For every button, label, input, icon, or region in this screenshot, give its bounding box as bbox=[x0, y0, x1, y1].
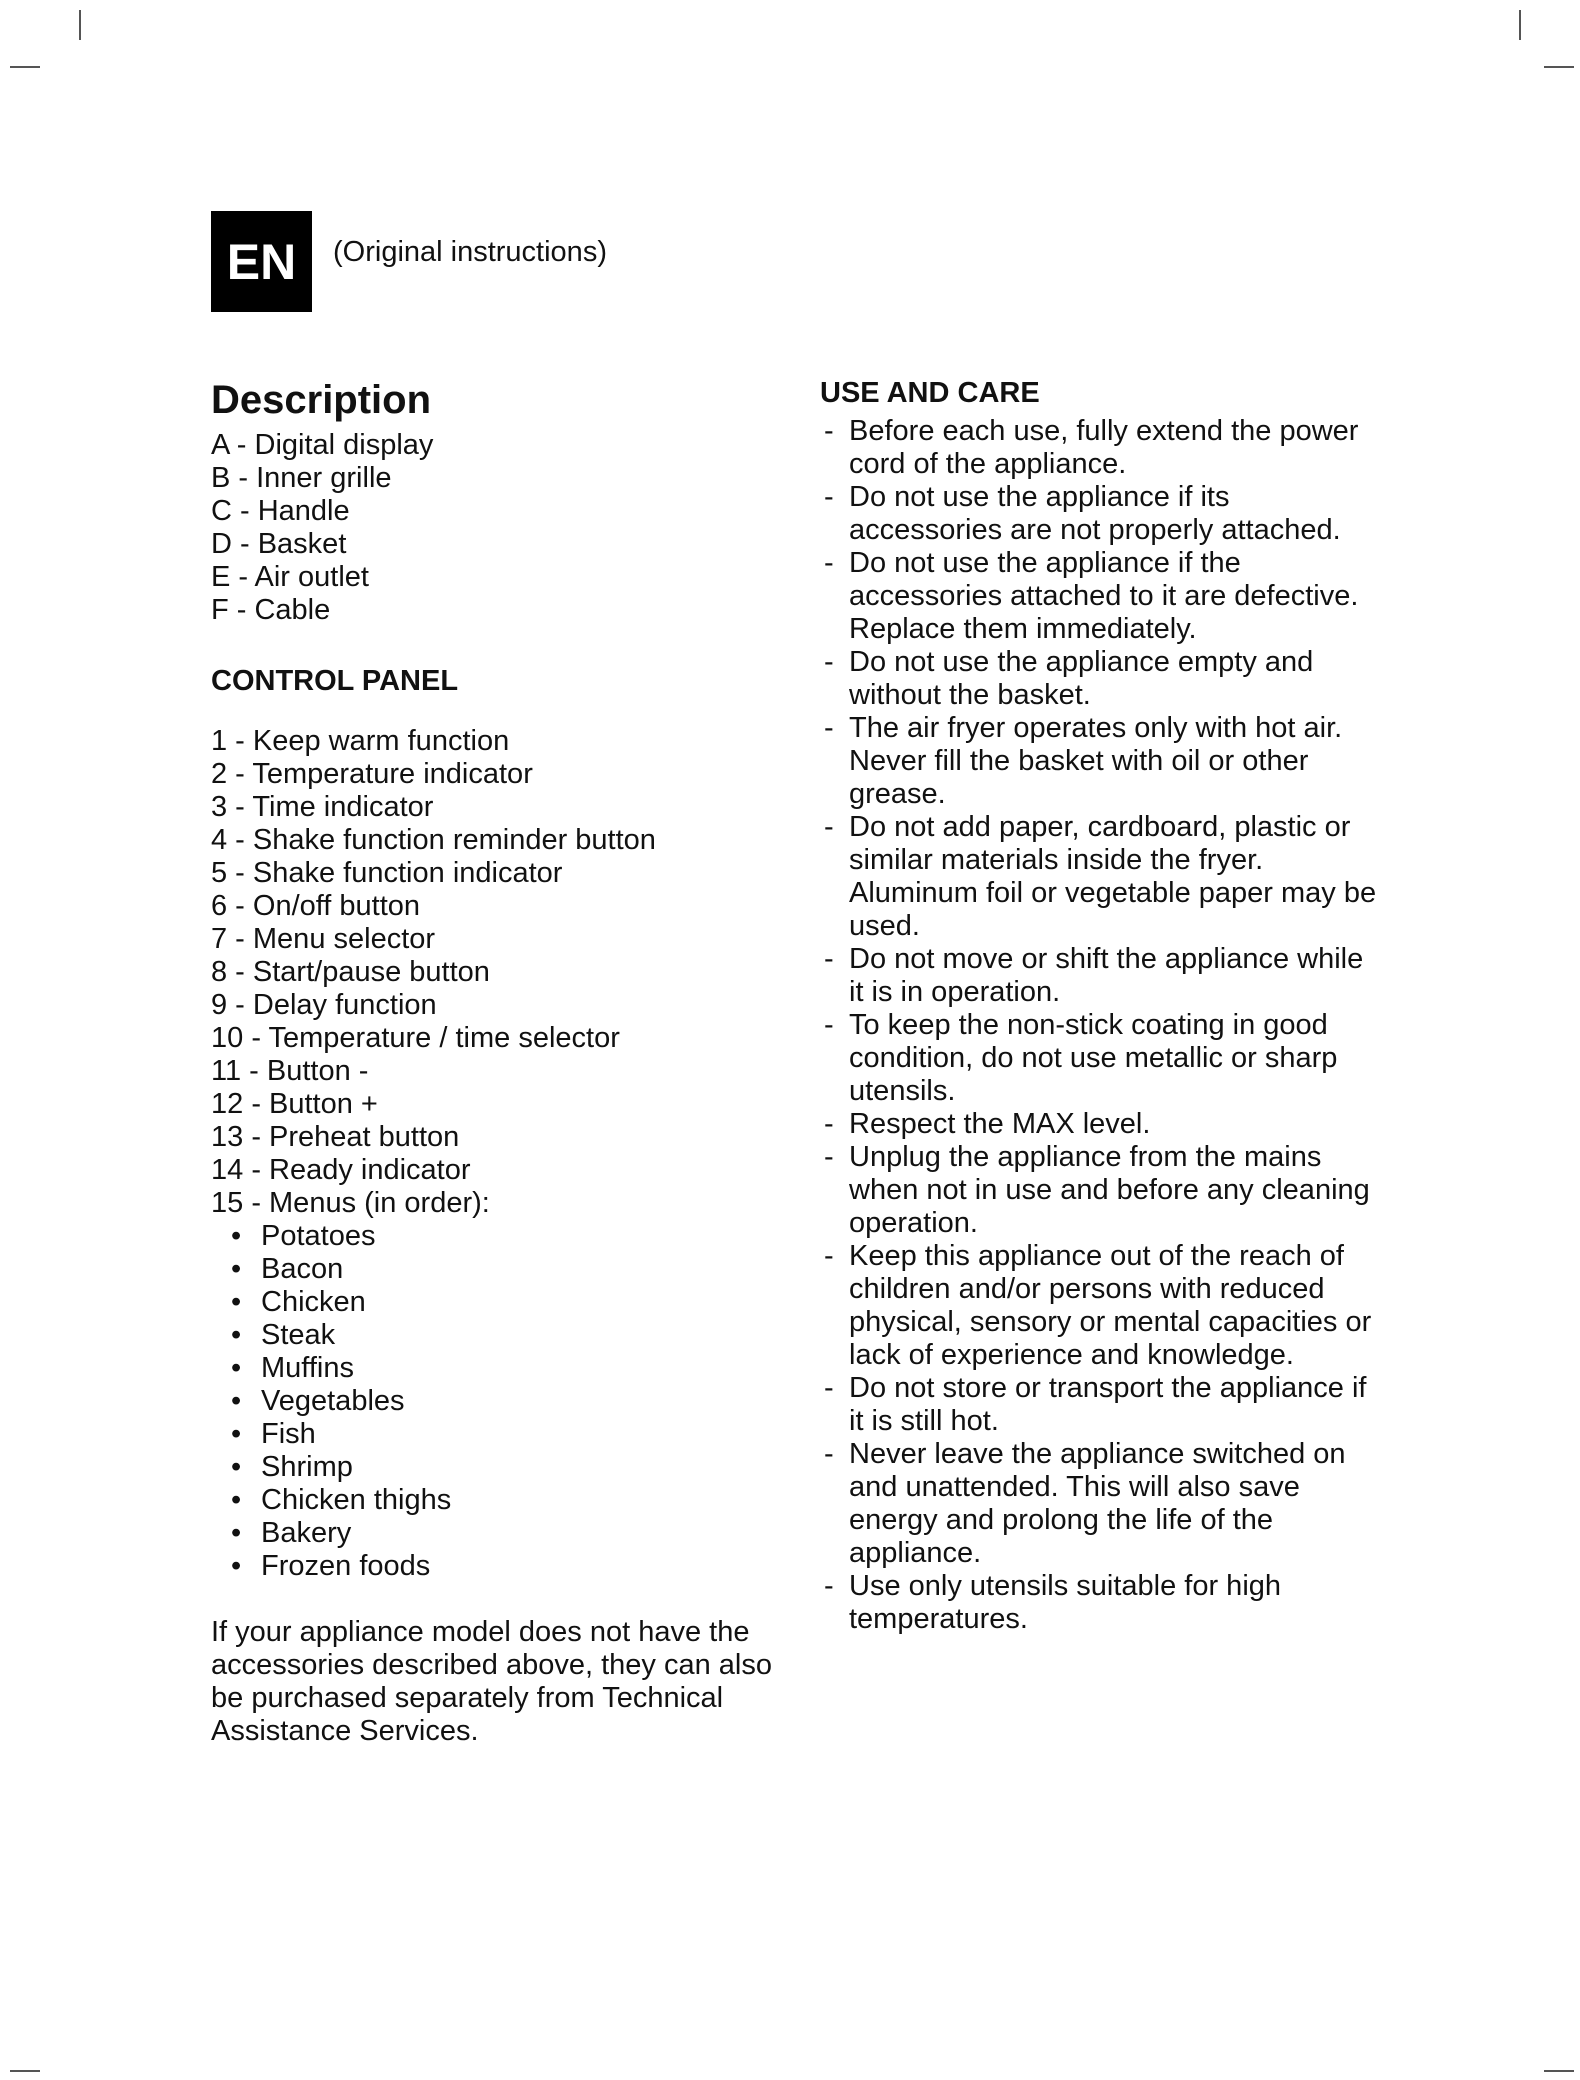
part-item: D - Basket bbox=[211, 528, 347, 560]
care-item-text: To keep the non-stick coating in good condition, do not use metallic or sharp utensils. bbox=[849, 1009, 1338, 1107]
bullet-icon: • bbox=[231, 1352, 242, 1384]
part-item: F - Cable bbox=[211, 594, 331, 626]
care-item-text: Keep this appliance out of the reach of children and/or persons with reduced physical, sensory or mental capacities or lack of experience and knowledge. bbox=[849, 1240, 1372, 1371]
parts-list bbox=[211, 429, 781, 627]
crop-mark-bottom-right-h bbox=[1544, 2070, 1574, 2072]
care-item-text: Do not store or transport the appliance if it is still hot. bbox=[849, 1372, 1367, 1437]
care-item bbox=[820, 1570, 1380, 1636]
language-badge: EN bbox=[211, 211, 312, 312]
menu-item bbox=[229, 1352, 781, 1385]
dash-icon: - bbox=[824, 1108, 834, 1140]
care-item bbox=[820, 1009, 1380, 1108]
dash-icon: - bbox=[824, 415, 834, 447]
menu-item bbox=[229, 1286, 781, 1319]
crop-mark-top-left-h bbox=[10, 66, 40, 68]
control-item: 6 - On/off button bbox=[211, 890, 421, 922]
control-item: 11 - Button - bbox=[211, 1055, 369, 1087]
menu-item bbox=[229, 1550, 781, 1583]
care-item bbox=[820, 1240, 1380, 1372]
dash-icon: - bbox=[824, 712, 834, 744]
dash-icon: - bbox=[824, 1438, 834, 1470]
care-item bbox=[820, 1372, 1380, 1438]
care-item bbox=[820, 646, 1380, 712]
document-subtitle: (Original instructions) bbox=[333, 236, 607, 268]
care-item-text: The air fryer operates only with hot air. Never fill the basket with oil or other grease. bbox=[849, 712, 1343, 810]
menus-list bbox=[211, 1220, 781, 1583]
menu-item-label: Vegetables bbox=[261, 1385, 405, 1417]
menu-item bbox=[229, 1319, 781, 1352]
control-item: 5 - Shake function indicator bbox=[211, 857, 563, 889]
bullet-icon: • bbox=[231, 1517, 242, 1549]
use-and-care-list bbox=[820, 415, 1380, 1636]
part-item: A - Digital display bbox=[211, 429, 434, 461]
care-item-text: Respect the MAX level. bbox=[849, 1108, 1151, 1140]
menu-item-label: Chicken thighs bbox=[261, 1484, 452, 1516]
control-item: 4 - Shake function reminder button bbox=[211, 824, 656, 856]
menu-item bbox=[229, 1385, 781, 1418]
left-column bbox=[211, 375, 781, 1748]
control-item: 3 - Time indicator bbox=[211, 791, 434, 823]
menu-item-label: Shrimp bbox=[261, 1451, 353, 1483]
care-item bbox=[820, 415, 1380, 481]
dash-icon: - bbox=[824, 1009, 834, 1041]
care-item-text: Use only utensils suitable for high temperatures. bbox=[849, 1570, 1282, 1635]
dash-icon: - bbox=[824, 547, 834, 579]
bullet-icon: • bbox=[231, 1418, 242, 1450]
bullet-icon: • bbox=[231, 1550, 242, 1582]
care-item bbox=[820, 1141, 1380, 1240]
control-panel-title: CONTROL PANEL bbox=[211, 665, 459, 697]
menu-item-label: Bakery bbox=[261, 1517, 352, 1549]
description-title: Description bbox=[211, 378, 432, 422]
control-item: 8 - Start/pause button bbox=[211, 956, 490, 988]
care-item-text: Do not move or shift the appliance while it is in operation. bbox=[849, 943, 1364, 1008]
care-item bbox=[820, 811, 1380, 943]
menu-item-label: Bacon bbox=[261, 1253, 344, 1285]
control-item: 15 - Menus (in order): bbox=[211, 1187, 490, 1219]
bullet-icon: • bbox=[231, 1220, 242, 1252]
bullet-icon: • bbox=[231, 1253, 242, 1285]
dash-icon: - bbox=[824, 1570, 834, 1602]
part-item: B - Inner grille bbox=[211, 462, 392, 494]
dash-icon: - bbox=[824, 646, 834, 678]
crop-mark-top-right-v bbox=[1519, 10, 1521, 40]
menu-item bbox=[229, 1517, 781, 1550]
care-item-text: Do not add paper, cardboard, plastic or similar materials inside the fryer. Aluminum foil or vegetable paper may be used. bbox=[849, 811, 1377, 942]
part-item: C - Handle bbox=[211, 495, 350, 527]
menu-item-label: Potatoes bbox=[261, 1220, 376, 1252]
menu-item-label: Fish bbox=[261, 1418, 316, 1450]
accessories-note: If your appliance model does not have the accessories described above, they can also be purchased separately from Technical Assistance Services. bbox=[211, 1616, 772, 1747]
menu-item-label: Chicken bbox=[261, 1286, 366, 1318]
control-item: 1 - Keep warm function bbox=[211, 725, 510, 757]
care-item-text: Never leave the appliance switched on and unattended. This will also save energy and prolong the life of the appliance. bbox=[849, 1438, 1346, 1569]
care-item bbox=[820, 1108, 1380, 1141]
dash-icon: - bbox=[824, 1240, 834, 1272]
bullet-icon: • bbox=[231, 1286, 242, 1318]
dash-icon: - bbox=[824, 481, 834, 513]
control-item: 13 - Preheat button bbox=[211, 1121, 460, 1153]
menu-item bbox=[229, 1418, 781, 1451]
crop-mark-bottom-left-h bbox=[10, 2070, 40, 2072]
control-item: 10 - Temperature / time selector bbox=[211, 1022, 620, 1054]
control-item: 14 - Ready indicator bbox=[211, 1154, 471, 1186]
care-item-text: Do not use the appliance if its accessories are not properly attached. bbox=[849, 481, 1341, 546]
control-item: 2 - Temperature indicator bbox=[211, 758, 533, 790]
care-item-text: Do not use the appliance if the accessories attached to it are defective. Replace them immediately. bbox=[849, 547, 1359, 645]
care-item bbox=[820, 547, 1380, 646]
bullet-icon: • bbox=[231, 1385, 242, 1417]
menu-item-label: Muffins bbox=[261, 1352, 354, 1384]
bullet-icon: • bbox=[231, 1484, 242, 1516]
menu-item bbox=[229, 1451, 781, 1484]
bullet-icon: • bbox=[231, 1451, 242, 1483]
use-and-care-title: USE AND CARE bbox=[820, 377, 1040, 409]
menu-item-label: Steak bbox=[261, 1319, 336, 1351]
crop-mark-top-right-h bbox=[1544, 66, 1574, 68]
care-item bbox=[820, 943, 1380, 1009]
right-column bbox=[820, 375, 1380, 1636]
care-item bbox=[820, 712, 1380, 811]
care-item-text: Do not use the appliance empty and without the basket. bbox=[849, 646, 1314, 711]
crop-mark-top-left-v bbox=[79, 10, 81, 40]
care-item bbox=[820, 481, 1380, 547]
dash-icon: - bbox=[824, 943, 834, 975]
part-item: E - Air outlet bbox=[211, 561, 369, 593]
control-panel-list bbox=[211, 725, 781, 1220]
control-item: 12 - Button + bbox=[211, 1088, 378, 1120]
dash-icon: - bbox=[824, 1372, 834, 1404]
care-item bbox=[820, 1438, 1380, 1570]
bullet-icon: • bbox=[231, 1319, 242, 1351]
dash-icon: - bbox=[824, 1141, 834, 1173]
control-item: 9 - Delay function bbox=[211, 989, 437, 1021]
care-item-text: Unplug the appliance from the mains when not in use and before any cleaning operation. bbox=[849, 1141, 1370, 1239]
control-item: 7 - Menu selector bbox=[211, 923, 436, 955]
care-item-text: Before each use, fully extend the power cord of the appliance. bbox=[849, 415, 1359, 480]
menu-item bbox=[229, 1253, 781, 1286]
dash-icon: - bbox=[824, 811, 834, 843]
menu-item bbox=[229, 1484, 781, 1517]
menu-item-label: Frozen foods bbox=[261, 1550, 431, 1582]
menu-item bbox=[229, 1220, 781, 1253]
